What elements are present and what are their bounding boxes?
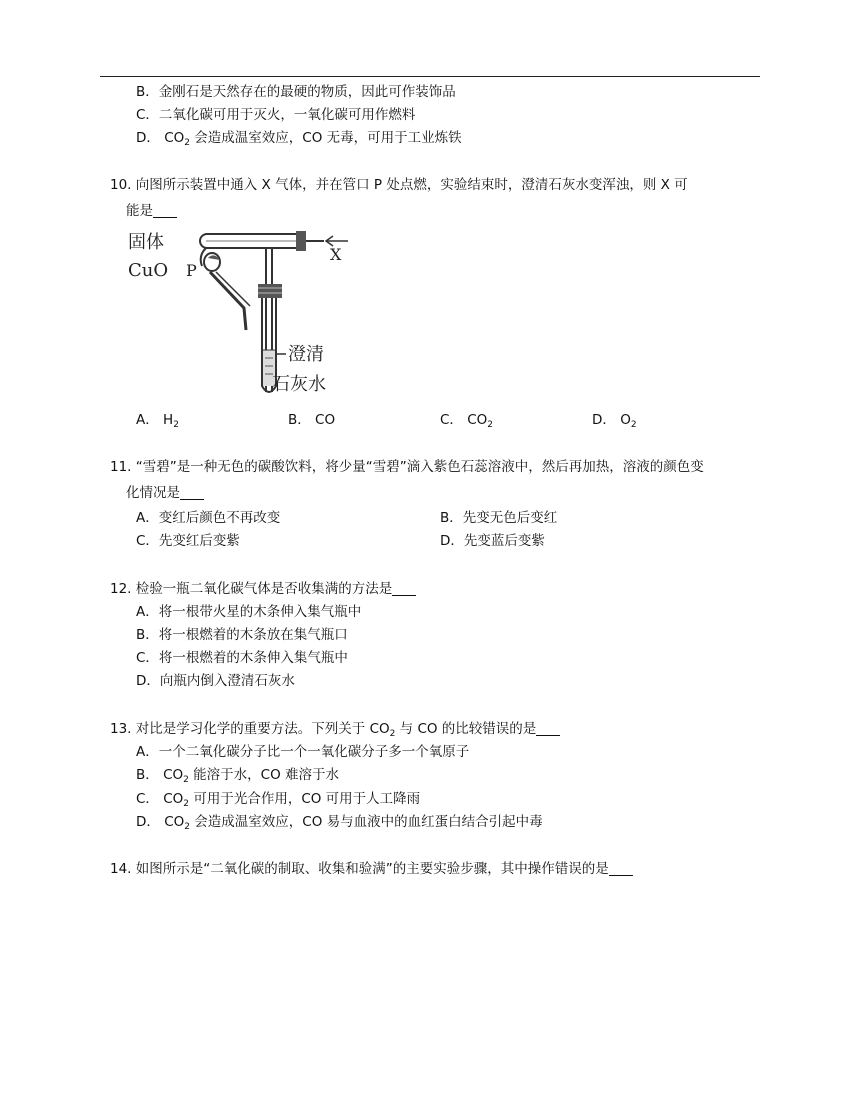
q14-stem: 14. 如图所示是“二氧化碳的制取、收集和验满”的主要实验步骤，其中操作错误的是 bbox=[110, 859, 633, 879]
q12-stem: 12. 检验一瓶二氧化碳气体是否收集满的方法是 bbox=[110, 579, 416, 599]
answer-blank bbox=[536, 721, 560, 736]
q11-option-d: D．先变蓝后变紫 bbox=[440, 533, 545, 549]
q13-stem: 13. 对比是学习化学的重要方法。下列关于 $CO_2$ 与 CO 的比较错误的是 bbox=[110, 719, 560, 744]
q11-option-c: C．先变红后变紫 bbox=[136, 533, 240, 549]
label-solid: 固体 bbox=[128, 232, 164, 253]
label-cuo: CuO bbox=[128, 260, 169, 281]
q13-option-a: A．一个二氧化碳分子比一个一氧化碳分子多一个氧原子 bbox=[136, 744, 470, 760]
q11-stem-line2: 化情况是 bbox=[126, 483, 204, 503]
apparatus-figure bbox=[126, 226, 366, 402]
answer-blank bbox=[153, 203, 177, 218]
label-lime1: 澄清 bbox=[288, 344, 324, 365]
label-x: X bbox=[330, 245, 342, 264]
q10-option-d: D． $O_2$ bbox=[592, 412, 637, 430]
q10-stem-line2: 能是 bbox=[126, 201, 177, 221]
right-stopper bbox=[296, 231, 306, 251]
q12-option-a: A．将一根带火星的木条伸入集气瓶中 bbox=[136, 604, 362, 620]
q10-option-b: B． CO bbox=[288, 412, 336, 428]
answer-blank bbox=[180, 485, 204, 500]
label-lime2: 石灰水 bbox=[272, 374, 326, 395]
q10-stem-line1: 10. 向图所示装置中通入 X 气体，并在管口 P 处点燃，实验结束时，澄清石灰水变浑浊，则 X 可 bbox=[110, 177, 688, 193]
q13-option-c: C． $CO_2$ 可用于光合作用，CO 可用于人工降雨 bbox=[136, 791, 421, 809]
q12-option-b: B．将一根燃着的木条放在集气瓶口 bbox=[136, 627, 348, 643]
q11-option-b: B．先变无色后变红 bbox=[440, 510, 558, 526]
answer-blank bbox=[392, 581, 416, 596]
header-rule bbox=[100, 76, 760, 77]
q9-option-c: C．二氧化碳可用于灭火，一氧化碳可用作燃料 bbox=[136, 107, 416, 123]
q11-stem-line1: 11. “雪碧”是一种无色的碳酸饮料，将少量“雪碧”滴入紫色石蕊溶液中，然后再加热，溶液的颜色变 bbox=[110, 459, 704, 475]
q12-option-c: C．将一根燃着的木条伸入集气瓶中 bbox=[136, 650, 348, 666]
test-tube-stopper bbox=[258, 284, 282, 298]
q10-option-c: C． $CO_2$ bbox=[440, 412, 494, 430]
q13-option-d: D． $CO_2$ 会造成温室效应，CO 易与血液中的血红蛋白结合引起中毒 bbox=[136, 814, 543, 832]
q10-option-a: A． $H_2$ bbox=[136, 412, 179, 430]
label-p: P bbox=[186, 261, 197, 280]
q9-option-b: B．金刚石是天然存在的最硬的物质，因此可作装饰品 bbox=[136, 84, 456, 100]
q11-option-a: A．变红后颜色不再改变 bbox=[136, 510, 281, 526]
q12-option-d: D．向瓶内倒入澄清石灰水 bbox=[136, 673, 295, 689]
q13-option-b: B． $CO_2$ 能溶于水，CO 难溶于水 bbox=[136, 767, 339, 785]
answer-blank bbox=[609, 861, 633, 876]
q9-option-d: D． $CO_2$ 会造成温室效应，CO 无毒，可用于工业炼铁 bbox=[136, 130, 462, 148]
